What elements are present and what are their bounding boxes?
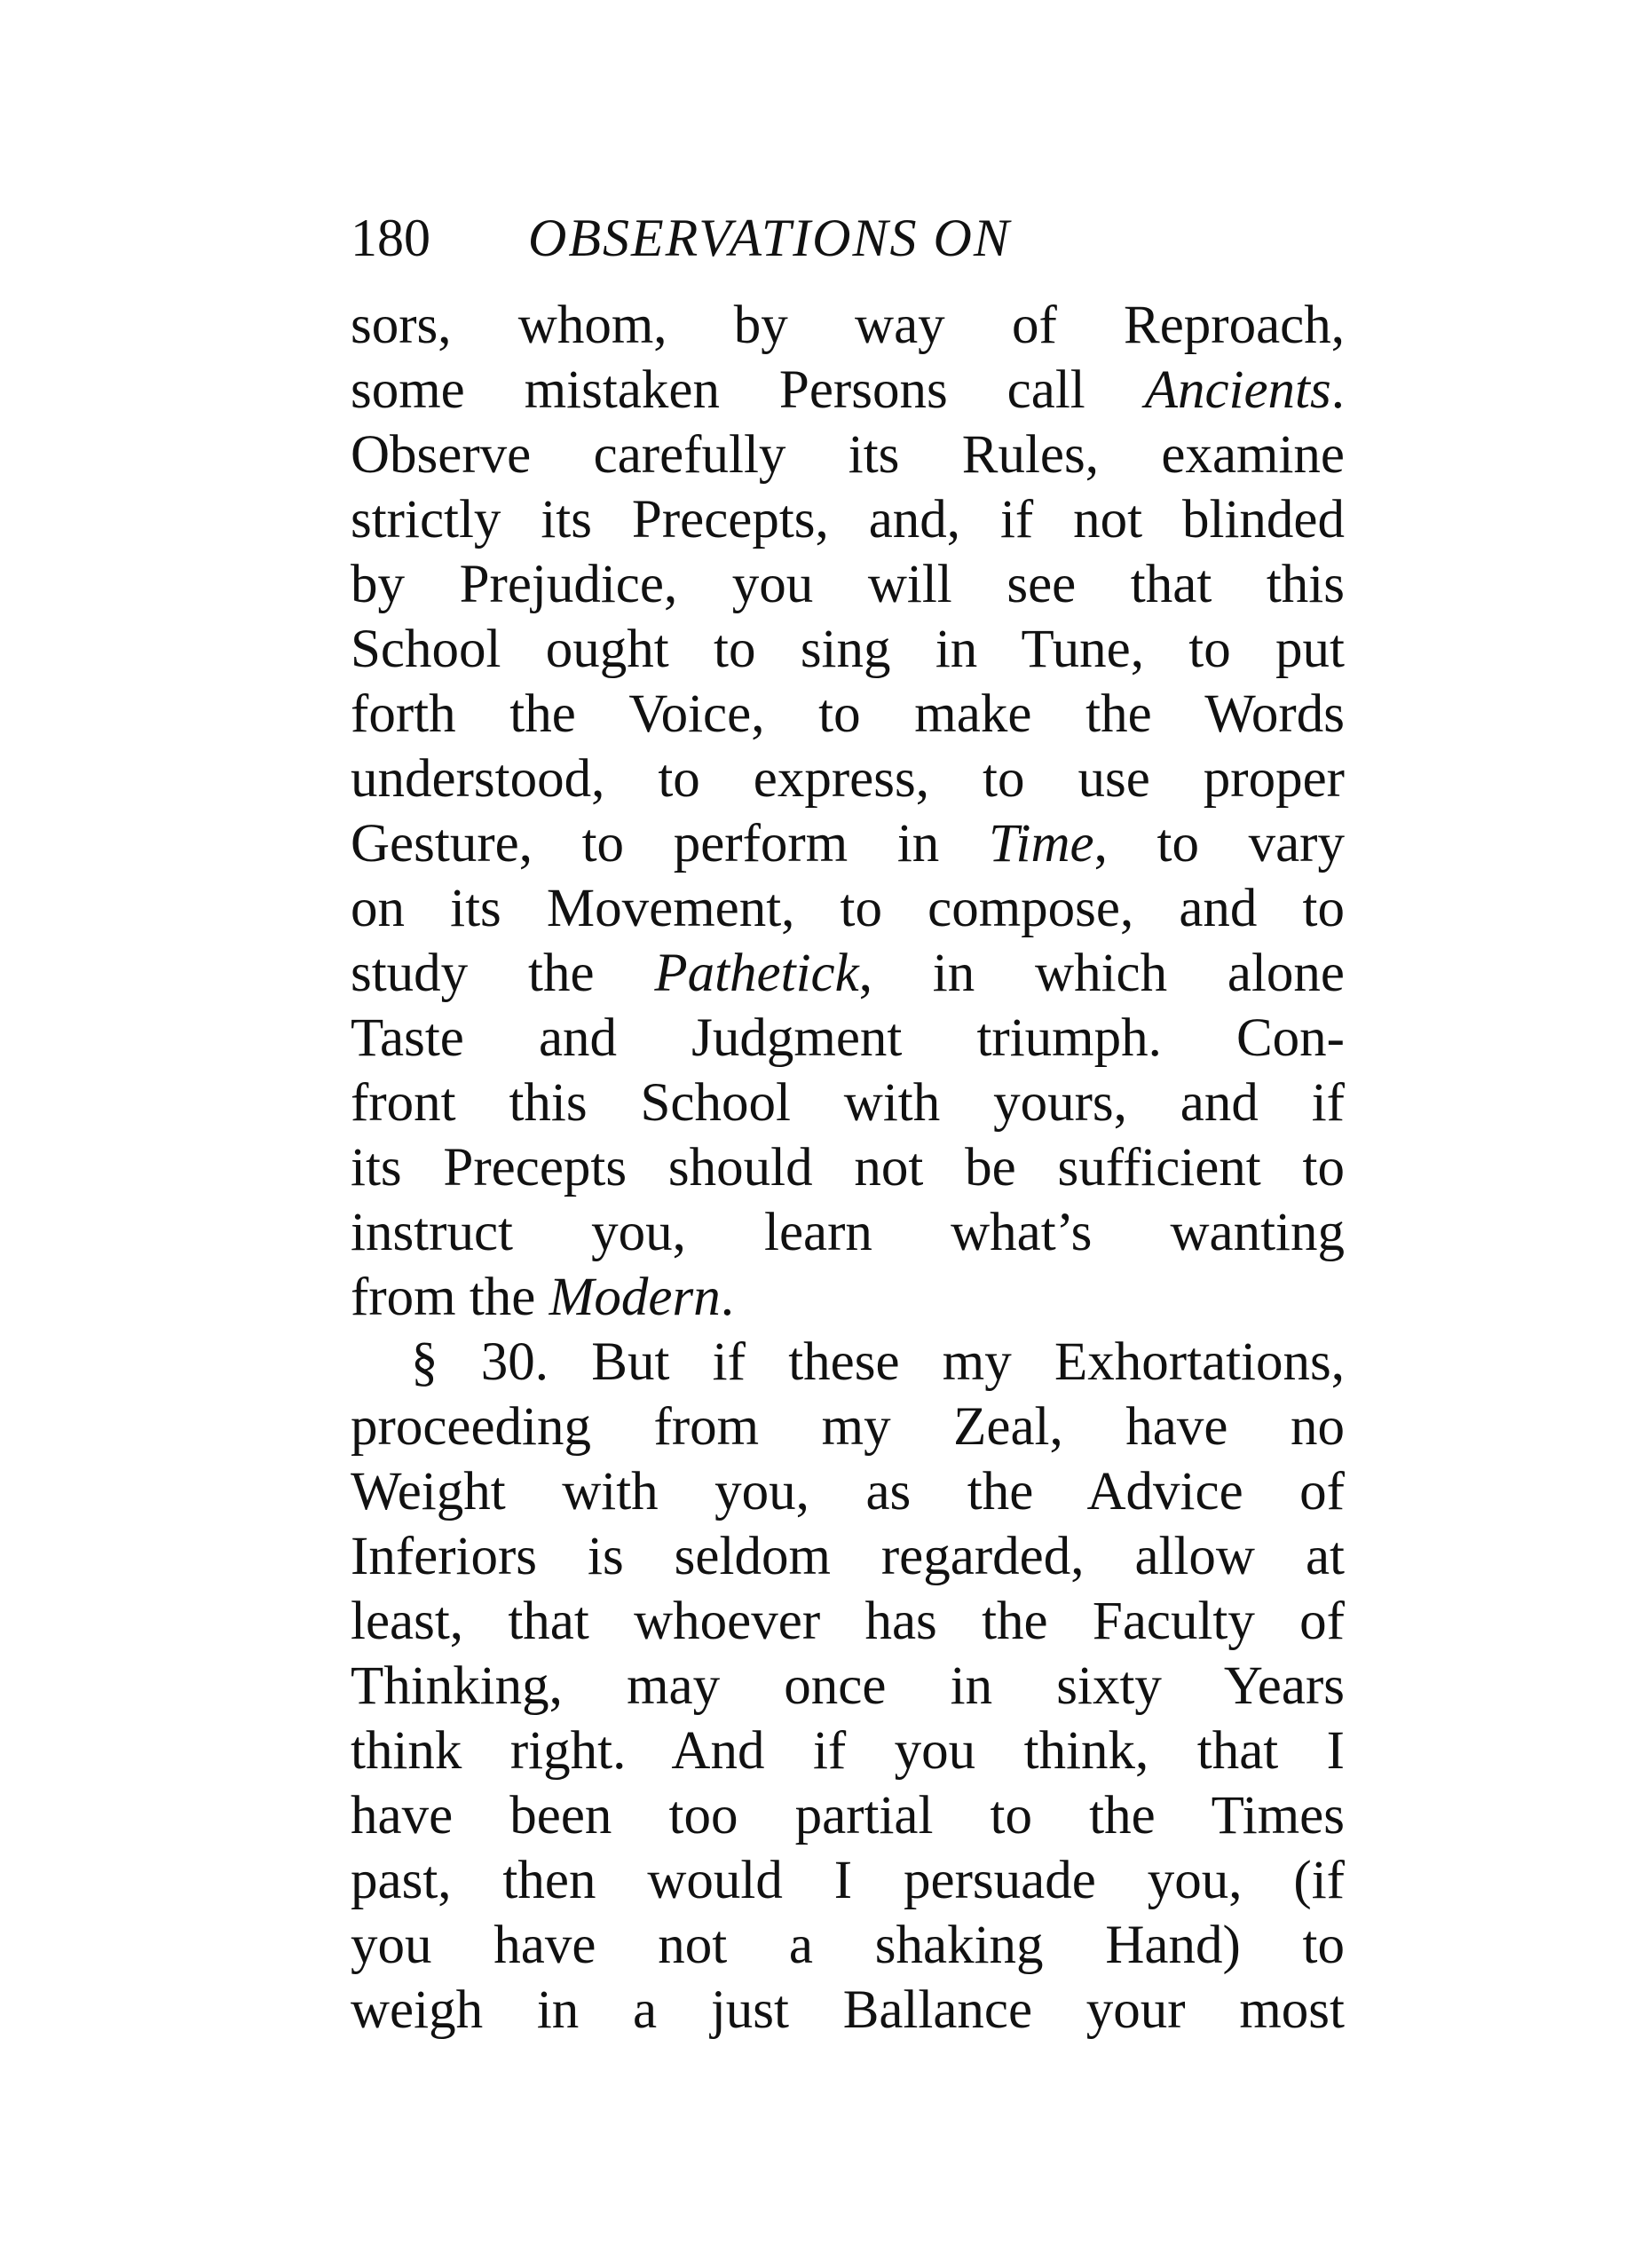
text-line: Gesture, to perform in Time, to vary xyxy=(351,814,1345,873)
text-line: instruct you, learn what’s wanting xyxy=(351,1203,1345,1262)
text-line: Taste and Judgment triumph. Con- xyxy=(351,1008,1345,1068)
text-line: least, that whoever has the Faculty of xyxy=(351,1592,1345,1651)
italic-word: Modern xyxy=(549,1268,721,1327)
text-line: sors, whom, by way of Reproach, xyxy=(351,296,1345,355)
page-number: 180 xyxy=(351,209,430,267)
text-line: from the Modern. xyxy=(351,1268,734,1327)
text-line: its Precepts should not be sufficient to xyxy=(351,1138,1345,1197)
text-line: some mistaken Persons call Ancients. xyxy=(351,360,1345,420)
text-line: understood, to express, to use proper xyxy=(351,749,1345,809)
italic-word: Pathetick xyxy=(654,944,859,1003)
text-line: past, then would I persuade you, (if xyxy=(351,1851,1345,1910)
italic-word: Ancients xyxy=(1144,360,1331,420)
italic-word: Time xyxy=(988,814,1094,873)
text-line: proceeding from my Zeal, have no xyxy=(351,1397,1345,1457)
body-text xyxy=(351,293,1345,2043)
text-line: think right. And if you think, that I xyxy=(351,1721,1345,1781)
text-line: strictly its Precepts, and, if not blinded xyxy=(351,490,1345,549)
text-line: Observe carefully its Rules, examine xyxy=(351,425,1345,485)
text-line: have been too partial to the Times xyxy=(351,1786,1345,1845)
text-line: on its Movement, to compose, and to xyxy=(351,879,1345,938)
text-line: Inferiors is seldom regarded, allow at xyxy=(351,1527,1345,1586)
text-line: front this School with yours, and if xyxy=(351,1073,1345,1133)
text-line: forth the Voice, to make the Words xyxy=(351,684,1345,744)
running-title: OBSERVATIONS ON xyxy=(528,209,1011,267)
text-line: study the Pathetick, in which alone xyxy=(351,944,1345,1003)
text-line: Weight with you, as the Advice of xyxy=(351,1462,1345,1521)
text-line: School ought to sing in Tune, to put xyxy=(351,620,1345,679)
text-line: you have not a shaking Hand) to xyxy=(351,1916,1345,1975)
text-line: Thinking, may once in sixty Years xyxy=(351,1656,1345,1716)
running-head xyxy=(351,202,1345,273)
text-line: § 30. But if these my Exhortations, xyxy=(411,1332,1345,1392)
text-line: weigh in a just Ballance your most xyxy=(351,1980,1345,2040)
text-line: by Prejudice, you will see that this xyxy=(351,555,1345,614)
